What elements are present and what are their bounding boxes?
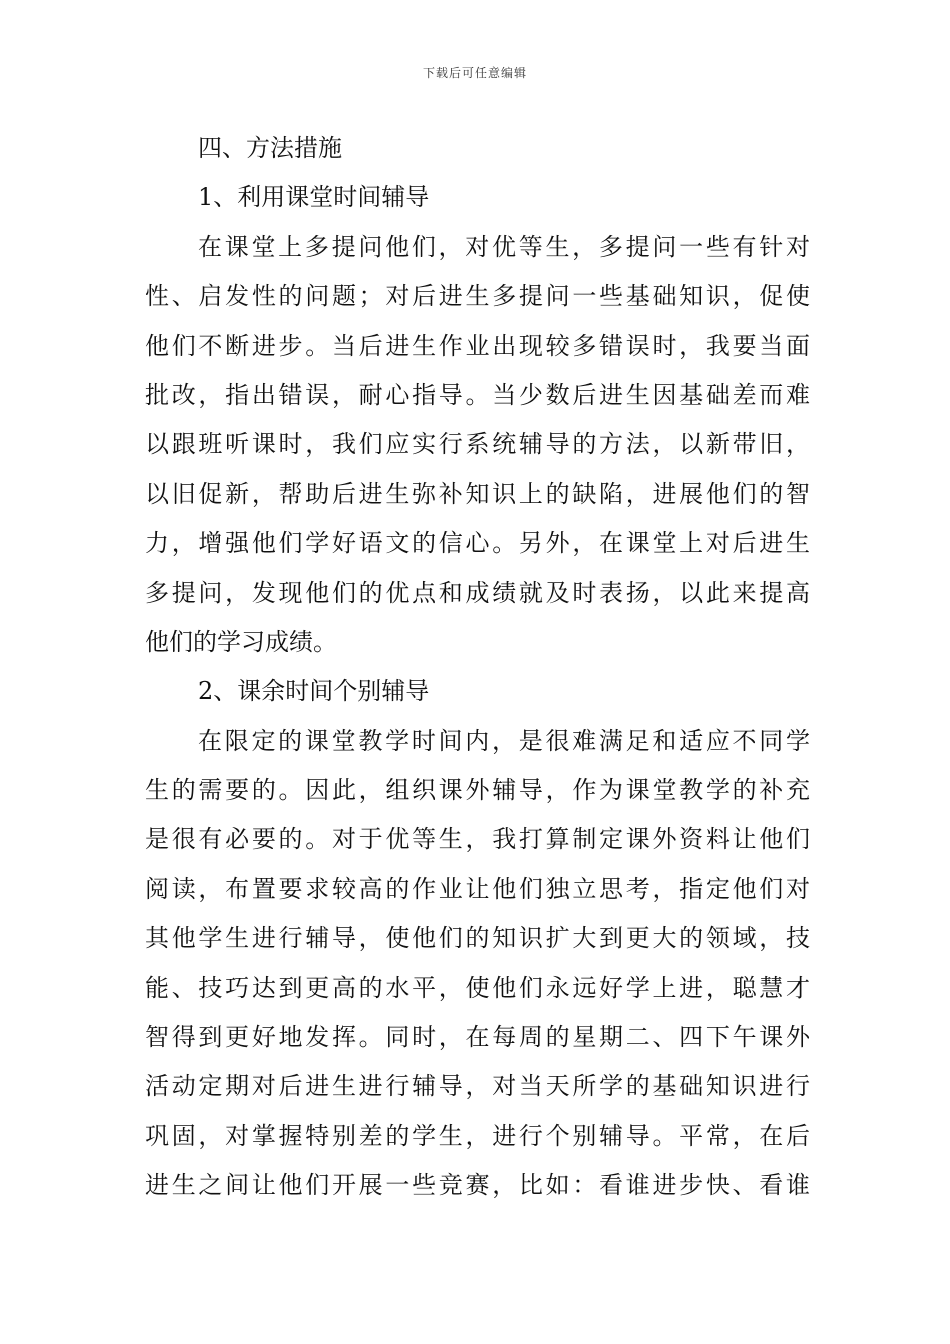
paragraph-line: 是很有必要的。对于优等生，我打算制定课外资料让他们	[145, 825, 810, 854]
paragraph-line: 以跟班听课时，我们应实行系统辅导的方法，以新带旧，	[145, 430, 810, 459]
paragraph-line: 巩固，对掌握特别差的学生，进行个别辅导。平常，在后	[145, 1121, 810, 1150]
paragraph-line: 他们的学习成绩。	[145, 627, 337, 656]
paragraph-line: 力，增强他们学好语文的信心。另外，在课堂上对后进生	[145, 529, 810, 558]
subheading-after-class-tutoring: 2、课余时间个别辅导	[198, 677, 430, 706]
paragraph-line: 多提问，发现他们的优点和成绩就及时表扬，以此来提高	[145, 578, 810, 607]
section-heading: 四、方法措施	[198, 134, 342, 162]
paragraph-line: 能、技巧达到更高的水平，使他们永远好学上进，聪慧才	[145, 973, 810, 1002]
paragraph-line: 性、启发性的问题；对后进生多提问一些基础知识，促使	[145, 282, 810, 311]
paragraph-line: 其他学生进行辅导，使他们的知识扩大到更大的领域，技	[145, 924, 810, 953]
paragraph-line: 生的需要的。因此，组织课外辅导，作为课堂教学的补充	[145, 776, 810, 805]
paragraph-line: 以旧促新，帮助后进生弥补知识上的缺陷，进展他们的智	[145, 479, 810, 508]
document-body	[145, 124, 810, 1211]
paragraph-line: 在课堂上多提问他们，对优等生，多提问一些有针对	[198, 232, 810, 261]
paragraph-line: 进生之间让他们开展一些竞赛，比如：看谁进步快、看谁	[145, 1171, 810, 1200]
paragraph-classroom-tutoring	[145, 223, 810, 668]
paragraph-after-class-tutoring	[145, 717, 810, 1211]
page-header-note: 下载后可任意编辑	[422, 66, 527, 80]
paragraph-line: 智得到更好地发挥。同时，在每周的星期二、四下午课外	[145, 1023, 810, 1052]
paragraph-line: 他们不断进步。当后进生作业出现较多错误时，我要当面	[145, 331, 810, 360]
paragraph-line: 批改，指出错误，耐心指导。当少数后进生因基础差而难	[145, 380, 810, 409]
subheading-classroom-tutoring: 1、利用课堂时间辅导	[198, 183, 430, 212]
paragraph-line: 在限定的课堂教学时间内，是很难满足和适应不同学	[198, 726, 810, 755]
paragraph-line: 阅读，布置要求较高的作业让他们独立思考，指定他们对	[145, 874, 810, 903]
paragraph-line: 活动定期对后进生进行辅导，对当天所学的基础知识进行	[145, 1072, 810, 1101]
